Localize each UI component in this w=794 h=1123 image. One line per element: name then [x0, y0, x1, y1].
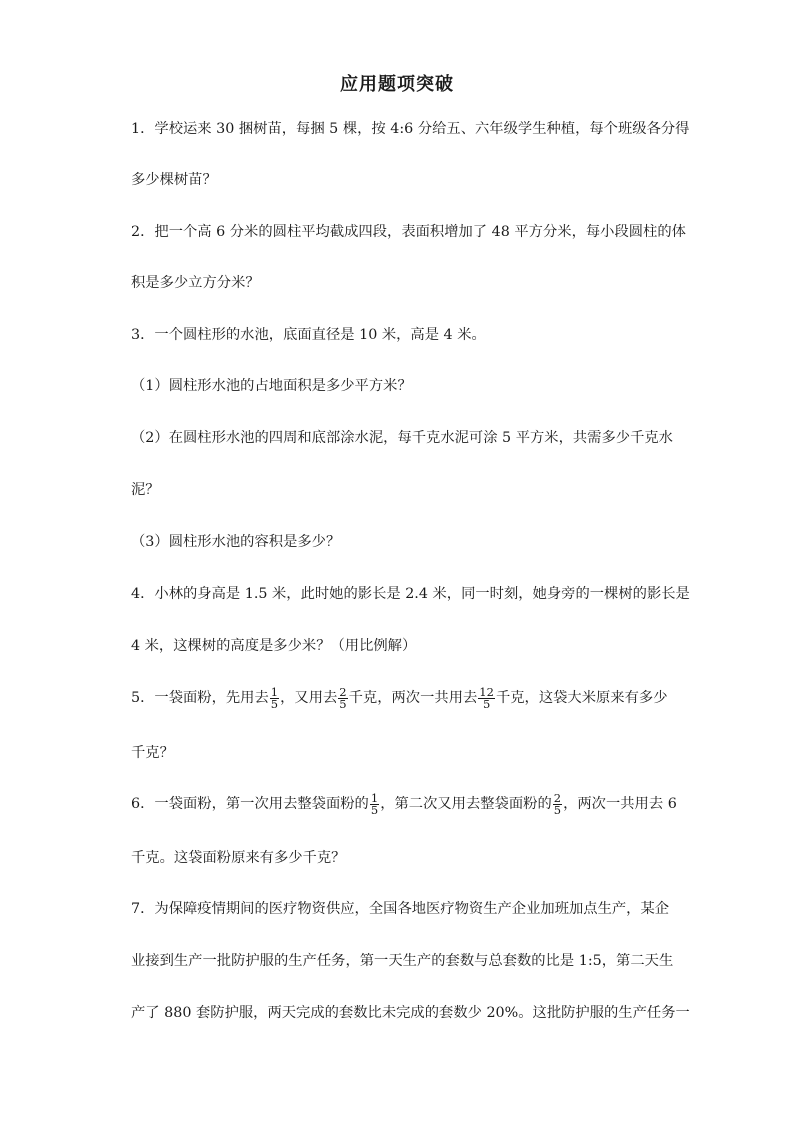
q6-fraction-1-denominator: 5: [370, 802, 379, 817]
question-1-line-1: 1．学校运来 30 捆树苗，每捆 5 棵，按 4:6 分给五、六年级学生种植，每个班级各分得: [131, 121, 690, 137]
question-3-part-2-line-1: （2）在圆柱形水池的四周和底部涂水泥，每千克水泥可涂 5 平方米，共需多少千克水: [131, 430, 673, 446]
q6-fraction-2-numerator: 2: [553, 790, 562, 805]
question-3-part-1: （1）圆柱形水池的占地面积是多少平方米？: [131, 378, 412, 394]
q5-fraction-1: [270, 684, 279, 711]
q5-text-d: 千克，这袋大米原来有多少: [495, 690, 668, 706]
question-5-line-1: [131, 684, 668, 711]
q5-fraction-2: [338, 684, 347, 711]
question-6-line-1: [131, 790, 677, 817]
q6-text-b: ，第二次又用去整袋面粉的: [380, 796, 552, 812]
question-4-line-2: 4 米，这棵树的高度是多少米？（用比例解）: [131, 638, 417, 654]
q6-fraction-2-denominator: 5: [553, 802, 562, 817]
question-6-line-2: 千克。这袋面粉原来有多少千克？: [131, 850, 346, 866]
q6-fraction-2: [553, 790, 562, 817]
question-5-line-2: 千克？: [131, 745, 174, 761]
q5-text-a: 5．一袋面粉，先用去: [131, 690, 269, 706]
question-7-line-2: 业接到生产一批防护服的生产任务，第一天生产的套数与总套数的比是 1:5，第二天生: [131, 953, 674, 969]
q5-text-c: 千克，两次一共用去: [348, 690, 478, 706]
q5-fraction-3-denominator: 5: [482, 696, 491, 711]
q5-fraction-1-denominator: 5: [270, 696, 279, 711]
q5-fraction-2-denominator: 5: [339, 696, 347, 711]
q6-fraction-1: [370, 790, 379, 817]
q5-fraction-3: [478, 684, 495, 711]
page-title: 应用题项突破: [340, 74, 454, 95]
question-2-line-2: 积是多少立方分米？: [131, 275, 260, 291]
q5-text-b: ，又用去: [280, 690, 338, 706]
q6-text-a: 6．一袋面粉，第一次用去整袋面粉的: [131, 796, 369, 812]
q5-fraction-2-numerator: 2: [339, 684, 347, 699]
question-7-line-3: 产了 880 套防护服，两天完成的套数比未完成的套数少 20%。这批防护服的生产任务一: [131, 1005, 690, 1021]
question-3-part-3: （3）圆柱形水池的容积是多少？: [131, 534, 341, 550]
q5-fraction-1-numerator: 1: [270, 684, 279, 699]
question-7-line-1: 7．为保障疫情期间的医疗物资供应，全国各地医疗物资生产企业加班加点生产，某企: [131, 901, 670, 917]
question-3-part-2-line-2: 泥？: [131, 482, 160, 498]
question-2-line-1: 2．把一个高 6 分米的圆柱平均截成四段，表面积增加了 48 平方分米，每小段圆柱的体: [131, 224, 686, 240]
question-3-line-1: 3．一个圆柱形的水池，底面直径是 10 米，高是 4 米。: [131, 327, 486, 343]
q5-fraction-3-numerator: 12: [479, 684, 494, 699]
q6-text-c: ，两次一共用去 6: [563, 796, 677, 812]
question-4-line-1: 4．小林的身高是 1.5 米，此时她的影长是 2.4 米，同一时刻，她身旁的一棵树的影长是: [131, 586, 690, 602]
q6-fraction-1-numerator: 1: [370, 790, 379, 805]
question-1-line-2: 多少棵树苗？: [131, 172, 217, 188]
